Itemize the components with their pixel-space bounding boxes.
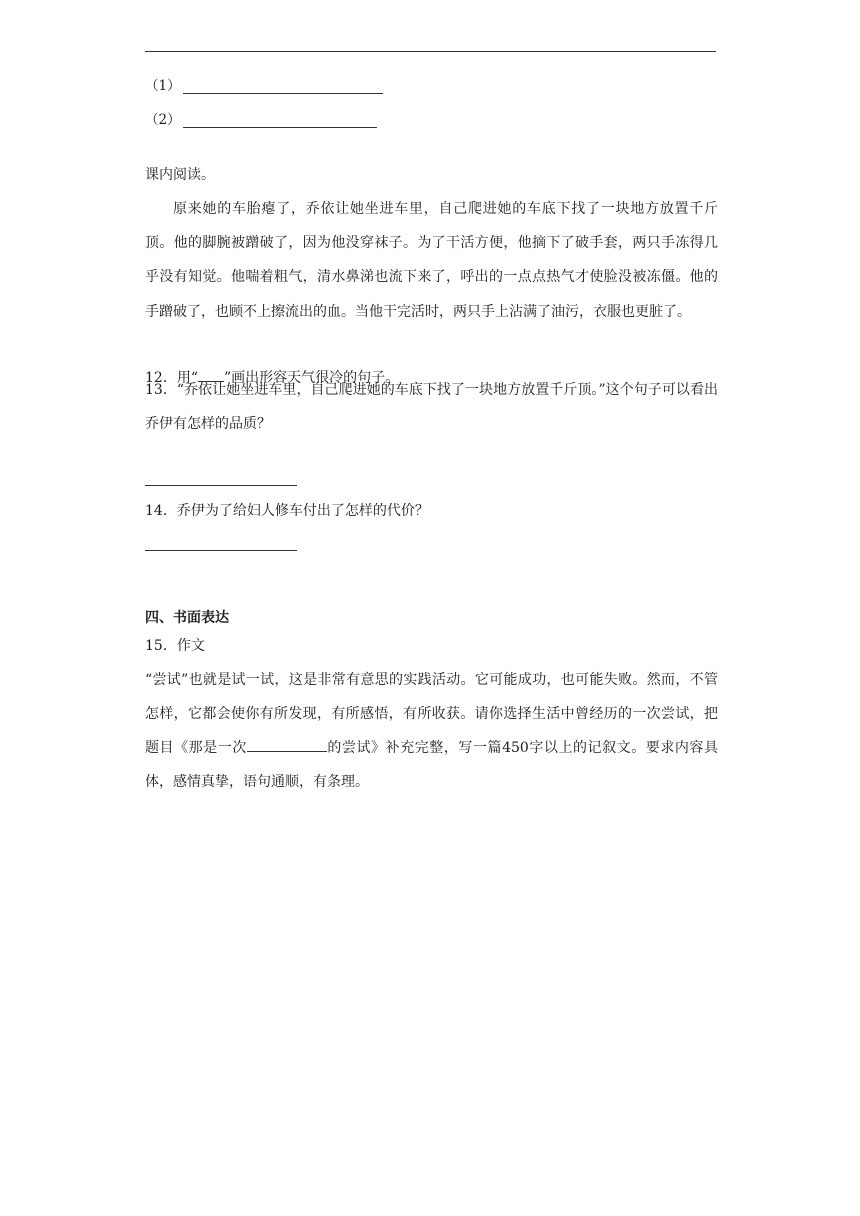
answer-line-13[interactable] xyxy=(145,485,297,486)
essay-prompt-post: 的尝试》补充完整，写一篇450字以上的记叙文。要求内容具体，感情真挚，语句通顺，有条理。 xyxy=(145,740,718,790)
question-15: 15．作文 xyxy=(145,638,205,654)
fill-line-2-label: （2） xyxy=(145,112,181,128)
essay-title-blank[interactable] xyxy=(247,739,327,752)
fill-line-2 xyxy=(145,108,377,128)
fill-line-1 xyxy=(145,74,383,94)
passage-text: 原来她的车胎瘪了，乔依让她坐进车里，自己爬进她的车底下找了一块地方放置千斤顶。他的脚腕被蹭破了，因为他没穿袜子。为了干活方便，他摘下了破手套，两只手冻得几乎没有知觉。他喘着粗气，清水鼻涕也流下来了，呼出的一点点热气才使脸没被冻僵。他的手蹭破了，也顾不上擦流出的血。当他干完活时，两只手上沾满了油污，衣服也更脏了。 xyxy=(145,201,718,320)
question-13: 13．“乔依让她坐进车里，自己爬进她的车底下找了一块地方放置千斤顶。”这个句子可以看出乔伊有怎样的品质？ xyxy=(145,382,718,432)
fill-line-1-blank[interactable] xyxy=(183,79,383,94)
question-12-pre: 12．用“ xyxy=(145,370,198,386)
fill-line-1-label: （1） xyxy=(145,78,181,94)
essay-prompt xyxy=(145,663,718,799)
header-rule xyxy=(145,51,716,52)
reading-passage xyxy=(145,192,718,329)
section-title: 四、书面表达 xyxy=(145,610,229,626)
question-14: 14．乔伊为了给妇人修车付出了怎样的代价？ xyxy=(145,503,429,519)
fill-line-2-blank[interactable] xyxy=(183,113,377,128)
question-12-post: ”画出形容天气很冷的句子。 xyxy=(223,370,400,386)
reading-heading: 课内阅读。 xyxy=(145,167,215,183)
answer-line-14[interactable] xyxy=(145,550,297,551)
essay-prompt-pre: “尝试”也就是试一试，这是非常有意思的实践活动。它可能成功，也可能失败。然而，不管怎样，它都会使你有所发现，有所感悟，有所收获。请你选择生活中曾经历的一次尝试，把题目《那是一次 xyxy=(145,672,718,756)
